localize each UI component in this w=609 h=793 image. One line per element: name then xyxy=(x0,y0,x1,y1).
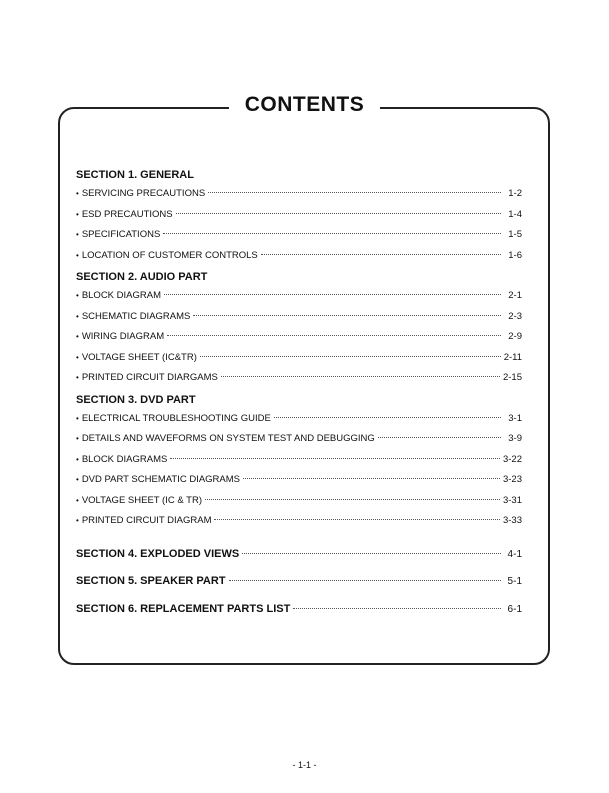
major-entry-label: SECTION 5. SPEAKER PART xyxy=(76,575,226,587)
bullet-icon: • xyxy=(76,209,79,219)
bullet-icon: • xyxy=(76,352,79,362)
entry-label: PRINTED CIRCUIT DIAGRAM xyxy=(81,515,212,526)
dot-leader xyxy=(193,315,501,316)
major-entry-page: 6-1 xyxy=(507,603,522,615)
toc-entry[interactable] xyxy=(76,511,522,532)
dot-leader xyxy=(163,233,501,234)
dot-leader xyxy=(164,294,501,295)
section-2-heading: SECTION 2. AUDIO PART xyxy=(76,271,208,283)
entry-label: ELECTRICAL TROUBLESHOOTING GUIDE xyxy=(81,412,271,424)
dot-leader xyxy=(214,519,500,520)
toc-major-entry[interactable] xyxy=(76,571,522,592)
bullet-icon: • xyxy=(76,516,79,525)
toc-entry[interactable] xyxy=(76,470,522,491)
entry-page: 3-9 xyxy=(508,433,522,444)
dot-leader xyxy=(274,417,501,418)
bullet-icon: • xyxy=(76,250,79,260)
dot-leader xyxy=(378,437,501,438)
entry-label: SCHEMATIC DIAGRAMS xyxy=(81,310,191,322)
toc-entry[interactable] xyxy=(76,286,522,307)
toc-entry[interactable] xyxy=(76,184,522,205)
bullet-icon: • xyxy=(76,189,79,198)
section-3-heading: SECTION 3. DVD PART xyxy=(76,393,196,406)
entry-page: 1-6 xyxy=(508,249,522,261)
bullet-icon: • xyxy=(76,291,79,300)
bullet-icon: • xyxy=(76,332,79,341)
entry-page: 1-4 xyxy=(508,208,522,220)
dot-leader xyxy=(293,608,501,609)
entry-page: 3-31 xyxy=(502,494,522,506)
dot-leader xyxy=(242,553,501,554)
toc-entry[interactable] xyxy=(76,450,522,471)
dot-leader xyxy=(167,335,501,336)
dot-leader xyxy=(208,192,501,193)
bullet-icon: • xyxy=(76,373,79,382)
toc-entry[interactable] xyxy=(76,491,522,512)
table-of-contents xyxy=(76,166,522,619)
entry-label: BLOCK DIAGRAM xyxy=(81,290,161,301)
toc-entry[interactable] xyxy=(76,246,522,267)
dot-leader xyxy=(200,356,501,357)
major-entry-label: SECTION 6. REPLACEMENT PARTS LIST xyxy=(76,602,291,615)
bullet-icon: • xyxy=(76,413,79,423)
bullet-icon: • xyxy=(76,454,79,464)
entry-page: 2-15 xyxy=(502,372,522,383)
entry-page: 2-11 xyxy=(503,351,522,363)
entry-label: BLOCK DIAGRAMS xyxy=(81,453,168,465)
dot-leader xyxy=(170,458,500,459)
bullet-icon: • xyxy=(76,311,79,321)
toc-entry[interactable] xyxy=(76,429,522,450)
entry-page: 2-9 xyxy=(508,331,522,342)
entry-label: PRINTED CIRCUIT DIARGAMS xyxy=(81,372,218,383)
entry-label: VOLTAGE SHEET (IC&TR) xyxy=(81,351,197,363)
toc-entry[interactable] xyxy=(76,307,522,328)
bullet-icon: • xyxy=(76,495,79,505)
entry-page: 3-23 xyxy=(502,474,522,485)
entry-page: 1-5 xyxy=(508,229,522,240)
toc-entry[interactable] xyxy=(76,327,522,348)
bullet-icon: • xyxy=(76,434,79,443)
entry-label: WIRING DIAGRAM xyxy=(81,331,165,342)
page-title: CONTENTS xyxy=(229,90,381,120)
bullet-icon: • xyxy=(76,475,79,484)
entry-page: 3-1 xyxy=(508,412,522,424)
dot-leader xyxy=(205,499,500,500)
major-entry-page: 4-1 xyxy=(507,548,522,560)
entry-label: VOLTAGE SHEET (IC & TR) xyxy=(81,494,202,506)
entry-page: 3-22 xyxy=(502,453,522,465)
dot-leader xyxy=(243,478,500,479)
title-wrap xyxy=(0,90,609,120)
entry-page: 2-1 xyxy=(508,290,522,301)
toc-entry[interactable] xyxy=(76,205,522,226)
page-number: - 1-1 - xyxy=(292,760,317,770)
major-entry-page: 5-1 xyxy=(507,576,522,587)
dot-leader xyxy=(261,254,501,255)
toc-entry[interactable] xyxy=(76,368,522,389)
toc-entry[interactable] xyxy=(76,409,522,430)
major-entry-label: SECTION 4. EXPLODED VIEWS xyxy=(76,547,240,560)
dot-leader xyxy=(176,213,501,214)
dot-leader xyxy=(221,376,500,377)
dot-leader xyxy=(229,580,501,581)
entry-page: 2-3 xyxy=(508,310,522,322)
section-1-heading: SECTION 1. GENERAL xyxy=(76,169,194,181)
entry-label: DVD PART SCHEMATIC DIAGRAMS xyxy=(81,474,240,485)
entry-label: LOCATION OF CUSTOMER CONTROLS xyxy=(81,249,258,261)
entry-page: 1-2 xyxy=(508,188,522,199)
toc-entry[interactable] xyxy=(76,348,522,369)
bullet-icon: • xyxy=(76,230,79,239)
toc-entry[interactable] xyxy=(76,225,522,246)
entry-page: 3-33 xyxy=(502,515,522,526)
entry-label: DETAILS AND WAVEFORMS ON SYSTEM TEST AND DEBUGGING xyxy=(81,433,375,444)
toc-major-entry[interactable] xyxy=(76,544,522,565)
entry-label: SERVICING PRECAUTIONS xyxy=(81,188,206,199)
entry-label: ESD PRECAUTIONS xyxy=(81,208,173,220)
toc-major-entry[interactable] xyxy=(76,599,522,620)
entry-label: SPECIFICATIONS xyxy=(81,229,161,240)
